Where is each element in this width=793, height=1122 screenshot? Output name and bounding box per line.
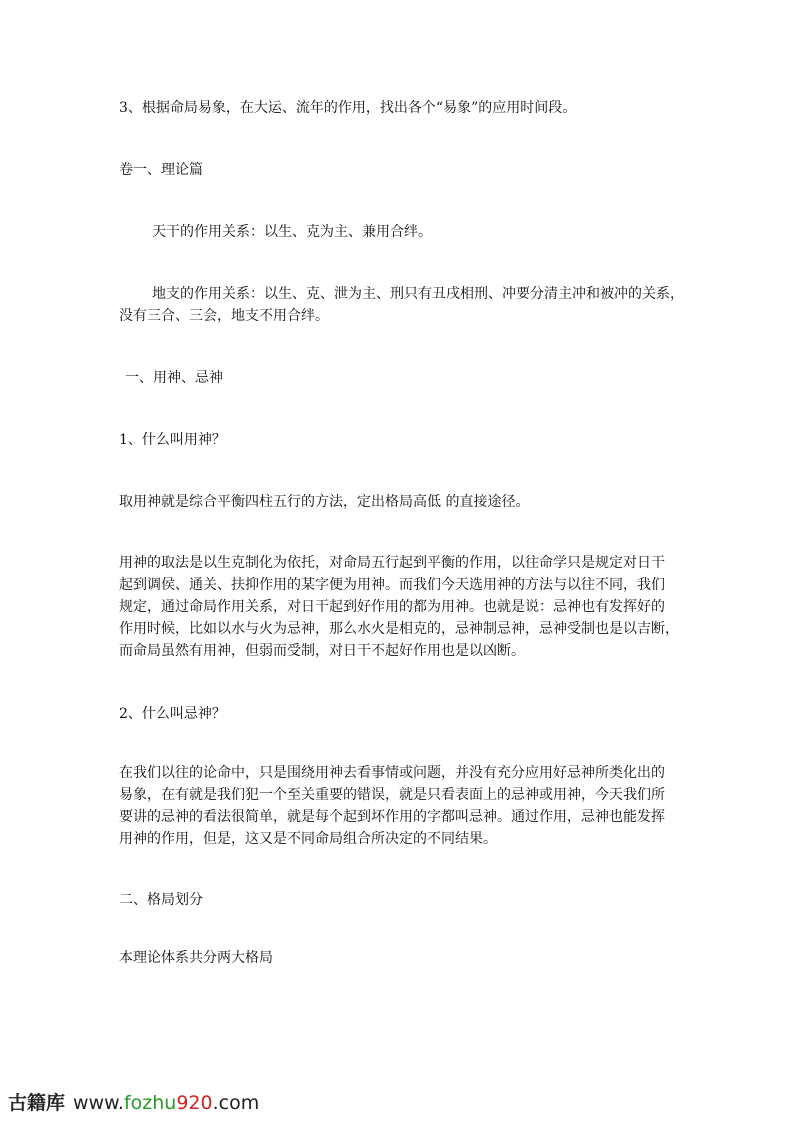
paragraph-yongshen-line4: 作用时候，比如以水与火为忌神，那么水火是相克的，忌神制忌神，忌神受制也是以吉断，: [119, 621, 679, 637]
footer-brand: 古籍库: [8, 1092, 66, 1114]
heading-section-two: 二、格局划分: [119, 892, 203, 908]
paragraph-step3: 3、根据命局易象，在大运、流年的作用，找出各个“易象”的应用时间段。: [119, 100, 577, 116]
paragraph-jishen-line1: 在我们以往的论命中，只是围绕用神去看事情或问题，并没有充分应用好忌神所类化出的: [119, 765, 665, 781]
heading-volume-one: 卷一、理论篇: [119, 162, 203, 178]
paragraph-tiangan: 天干的作用关系：以生、克为主、兼用合绊。: [152, 224, 432, 240]
watermark-footer: [8, 1088, 259, 1115]
footer-url-prefix: www.: [73, 1092, 124, 1114]
paragraph-yongshen-line5: 而命局虽然有用神，但弱而受制，对日干不起好作用也是以凶断。: [119, 643, 525, 659]
paragraph-definition: 取用神就是综合平衡四柱五行的方法，定出格局高低 的直接途径。: [119, 494, 530, 510]
paragraph-dizhi-line1: 地支的作用关系：以生、克、泄为主、刑只有丑戌相刑、冲要分清主冲和被冲的关系，: [152, 286, 684, 302]
paragraph-dizhi-line2: 没有三合、三会，地支不用合绊。: [119, 308, 329, 324]
paragraph-yongshen-line2: 起到调侯、通关、扶抑作用的某字便为用神。而我们今天选用神的方法与以往不同，我们: [119, 577, 665, 593]
paragraph-jishen-line2: 易象，在有就是我们犯一个至关重要的错误，就是只看表面上的忌神或用神，今天我们所: [119, 787, 665, 803]
paragraph-yongshen-line1: 用神的取法是以生克制化为依托，对命局五行起到平衡的作用，以往命学只是规定对日干: [119, 555, 665, 571]
paragraph-yongshen-line3: 规定，通过命局作用关系，对日干起到好作用的都为用神。也就是说：忌神也有发挥好的: [119, 599, 665, 615]
footer-url-suffix: .com: [212, 1092, 260, 1114]
question-2: 2、什么叫忌神？: [119, 706, 226, 722]
question-1: 1、什么叫用神？: [119, 432, 226, 448]
footer-url-red: 920: [176, 1092, 213, 1114]
paragraph-jishen-line4: 用神的作用，但是，这又是不同命局组合所决定的不同结果。: [119, 831, 497, 847]
heading-section-one: 一、用神、忌神: [125, 370, 223, 386]
paragraph-last: 本理论体系共分两大格局: [119, 950, 273, 966]
footer-url-green: fozhu: [123, 1092, 177, 1114]
paragraph-jishen-line3: 要讲的忌神的看法很简单，就是每个起到坏作用的字都叫忌神。通过作用，忌神也能发挥: [119, 809, 665, 825]
